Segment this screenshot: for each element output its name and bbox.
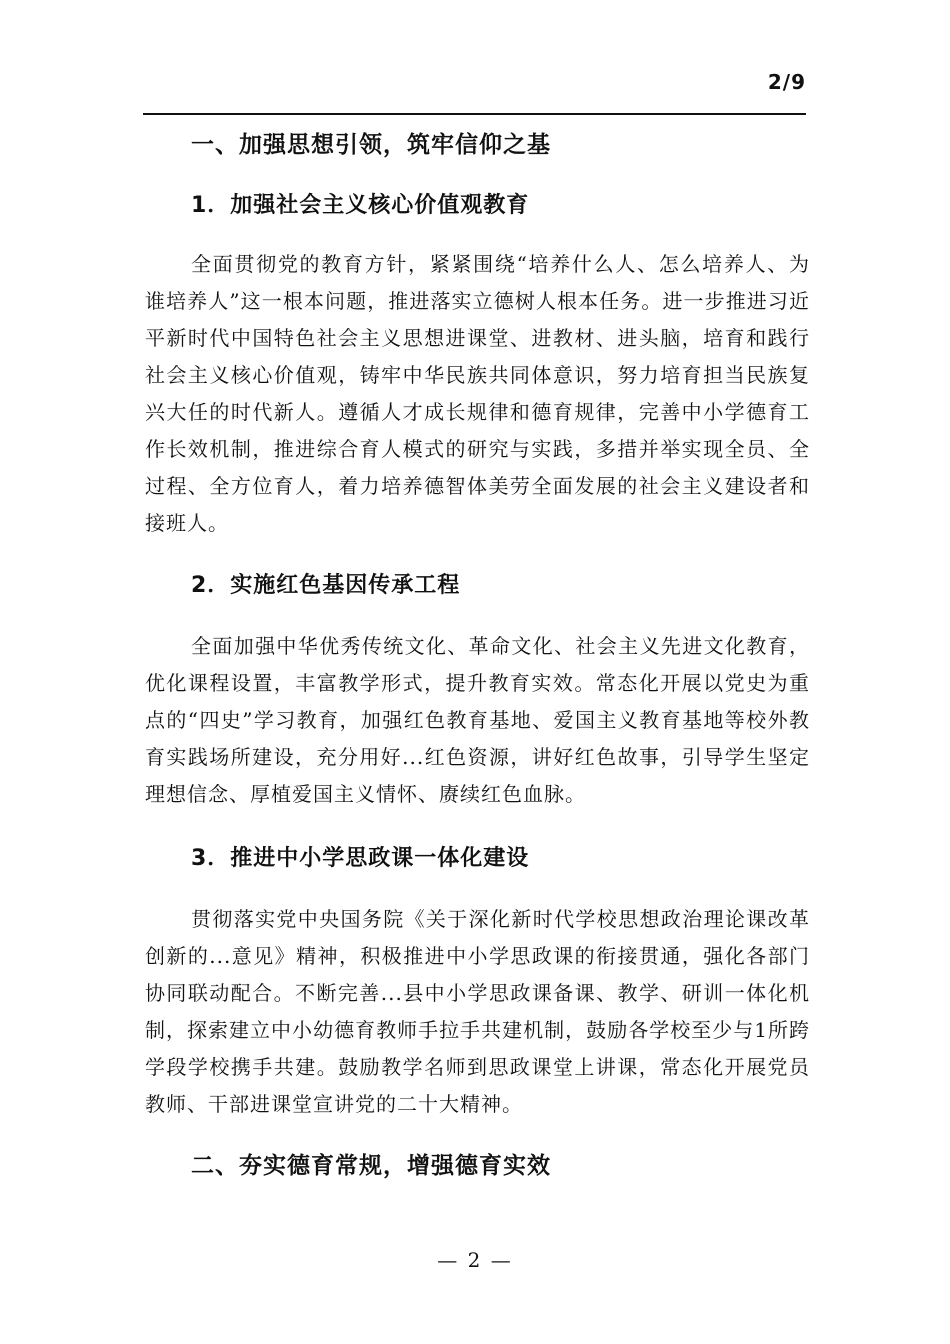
subsection-heading-1: 1．加强社会主义核心价值观教育 [191,193,530,218]
paragraph-1: 全面贯彻党的教育方针，紧紧围绕“培养什么人、怎么培养人、为谁培养人”这一根本问题，推进落实立德树人根本任务。进一步推进习近平新时代中国特色社会主义思想进课堂、进教材、进头脑，培育和践行社会主义核心价值观，铸牢中华民族共同体意识，努力培育担当民族复兴大任的时代新人。遵循人才成长规律和德育规律，完善中小学德育工作长效机制，推进综合育人模式的研究与实践，多措并举实现全员、全过程、全方位育人，着力培养德智体美劳全面发展的社会主义建设者和接班人。 [145,252,810,535]
subsection-heading-3: 3．推进中小学思政课一体化建设 [191,846,530,871]
page-counter: 2/9 [767,70,806,94]
header-rule [143,113,806,115]
footer-page-number: — 2 — [437,1248,513,1272]
subsection-heading-2: 2．实施红色基因传承工程 [191,573,461,598]
section-heading-2: 二、夯实德育常规，增强德育实效 [191,1153,551,1179]
paragraph-2: 全面加强中华优秀传统文化、革命文化、社会主义先进文化教育，优化课程设置，丰富教学形式，提升教育实效。常态化开展以党史为重点的“四史”学习教育，加强红色教育基地、爱国主义教育基地等校外教育实践场所建设，充分用好...红色资源，讲好红色故事，引导学生坚定理想信念、厚植爱国主义情怀、赓续红色血脉。 [145,634,810,806]
document-body [145,118,810,1189]
section-heading-1: 一、加强思想引领，筑牢信仰之基 [191,132,551,158]
paragraph-3: 贯彻落实党中央国务院《关于深化新时代学校思想政治理论课改革创新的...意见》精神，积极推进中小学思政课的衔接贯通，强化各部门协同联动配合。不断完善...县中小学思政课备课、教学、研训一体化机制，探索建立中小幼德育教师手拉手共建机制，鼓励各学校至少与1所跨学段学校携手共建。鼓励教学名师到思政课堂上讲课，常态化开展党员教师、干部进课堂宣讲党的二十大精神。 [145,907,810,1116]
